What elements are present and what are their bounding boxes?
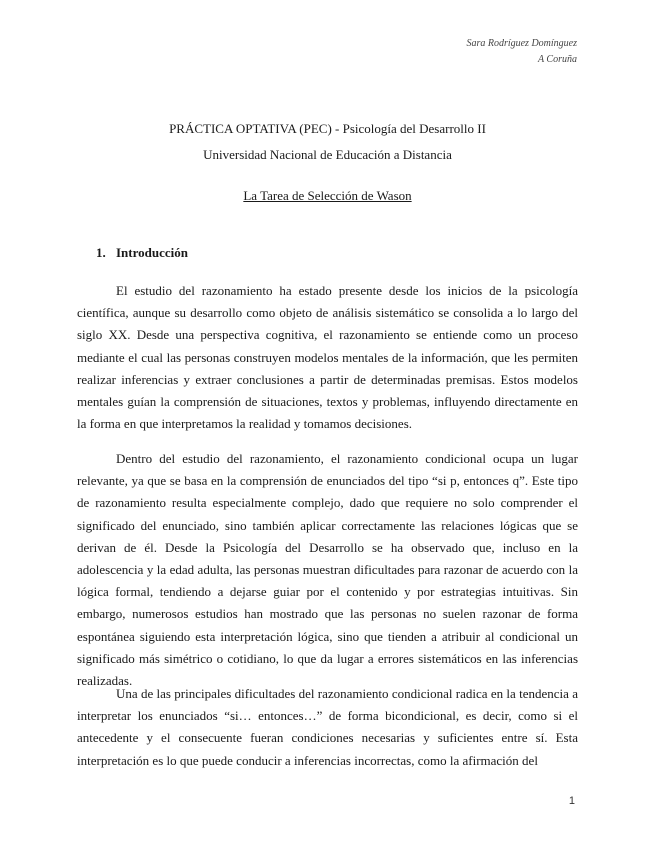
document-title	[0, 116, 655, 168]
author-name: Sara Rodríguez Domínguez	[466, 38, 577, 49]
section-number: 1.	[96, 245, 106, 260]
paragraph: El estudio del razonamiento ha estado presente desde los inicios de la psicología científica, aunque su desarrollo como objeto de análisis sistemático se consolida a lo largo del siglo XX. Desde una perspectiva cognitiva, el razonamiento se entiende como un proceso mediante el cual las personas construyen modelos mentales de la información, que les permiten realizar inferencias y extraer conclusiones a partir de determinadas premisas. Estos modelos mentales guían la comprensión de situaciones, textos y problemas, influyendo directamente en la forma en que interpretamos la realidad y tomamos decisiones.	[77, 283, 578, 432]
section-title: Introducción	[116, 245, 188, 260]
author-location: A Coruña	[538, 54, 577, 65]
author-header	[466, 36, 577, 68]
title-line-university: Universidad Nacional de Educación a Distancia	[203, 147, 452, 162]
section-heading	[96, 245, 188, 261]
paragraph: Dentro del estudio del razonamiento, el razonamiento condicional ocupa un lugar relevante, ya que se basa en la comprensión de enunciados del tipo “si p, entonces q”. Este tipo de razonamiento resulta especialmente complejo, dado que requiere no solo comprender el significado del enunciado, sino también aplicar correctamente las relaciones lógicas que se derivan de él. Desde la Psicología del Desarrollo se ha observado que, incluso en la adolescencia y la edad adulta, las personas muestran dificultades para razonar de acuerdo con la lógica formal, tendiendo a dejarse guiar por el contenido y por estrategias intuitivas. Sin embargo, numerosos estudios han mostrado que las personas no suelen razonar de forma espontánea siguiendo esta interpretación lógica, sino que tienden a atribuir al condicional un significado más simétrico o cotidiano, lo que da lugar a errores sistemáticos en las inferencias realizadas.	[77, 451, 578, 689]
page-number: 1	[568, 795, 575, 807]
document-subtitle: La Tarea de Selección de Wason	[243, 188, 412, 203]
title-line-course: PRÁCTICA OPTATIVA (PEC) - Psicología del Desarrollo II	[169, 121, 486, 136]
paragraph: Una de las principales dificultades del razonamiento condicional radica en la tendencia a interpretar los enunciados “si… entonces…” de forma bicondicional, es decir, como si el antecedente y el consecuente fueran condiciones necesarias y suficientes entre sí. Esta interpretación es lo que puede conducir a inferencias incorrectas, como la afirmación del	[77, 686, 578, 768]
